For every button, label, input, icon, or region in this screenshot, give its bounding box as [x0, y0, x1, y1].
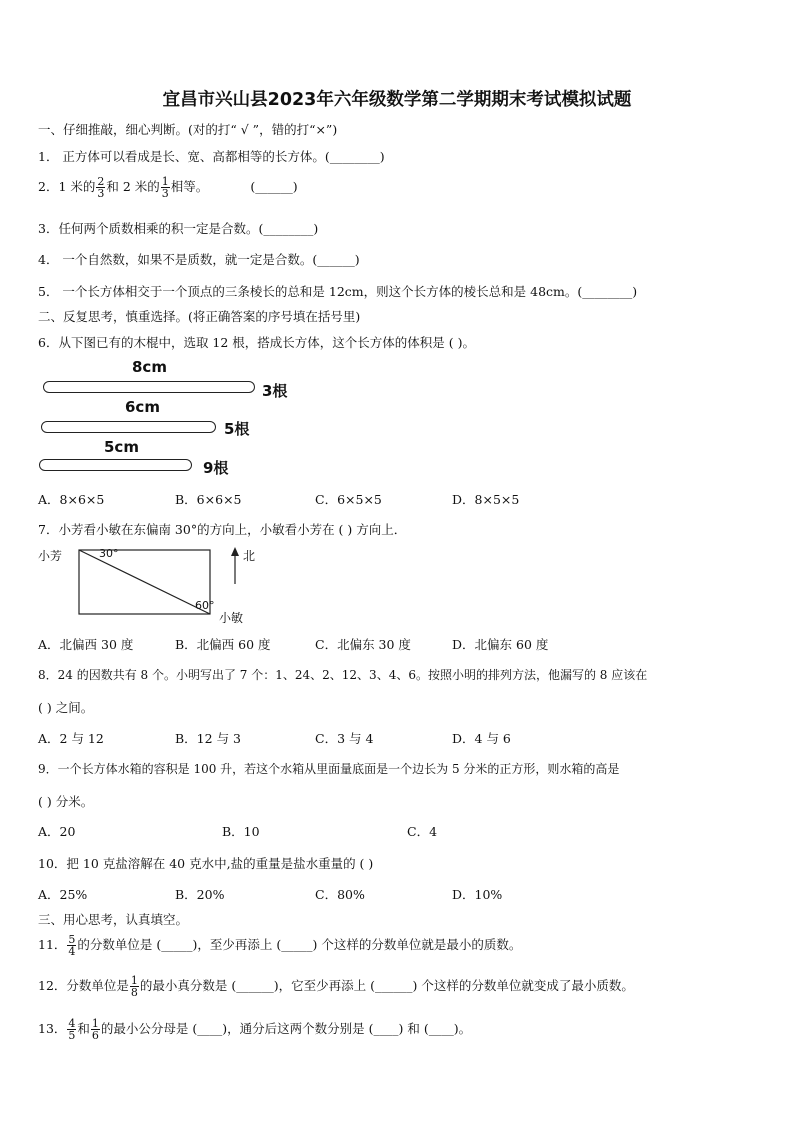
q13-fraction-1	[67, 1018, 76, 1041]
label-xiaofang: 小芳	[38, 549, 63, 563]
rod-5cm	[39, 459, 192, 471]
rod-count-5cm: 9根	[203, 459, 229, 477]
q12-f-den: 8	[130, 986, 138, 999]
q12-text-a: 12．分数单位是	[38, 978, 129, 993]
q7-option-b: B．北偏西 60 度	[175, 637, 271, 652]
q7-option-d: D．北偏东 60 度	[452, 637, 549, 652]
q8-option-b: B．12 与 3	[175, 731, 241, 746]
rod-count-6cm: 5根	[224, 420, 250, 438]
section-1-heading: 一、仔细推敲，细心判断。(对的打“ √ ”，错的打“×”)	[38, 122, 338, 137]
rod-8cm	[43, 381, 255, 393]
rod-6cm	[41, 421, 216, 433]
q11-f-den: 4	[68, 945, 76, 958]
q13-number: 13．	[38, 1021, 67, 1036]
section-2-heading: 二、反复思考，慎重选择。(将正确答案的序号填在括号里)	[38, 309, 361, 324]
page-title: 宜昌市兴山县2023年六年级数学第二学期期末考试模拟试题	[162, 90, 632, 110]
question-7: 7．小芳看小敏在东偏南 30°的方向上，小敏看小芳在 ( ) 方向上．	[38, 522, 407, 537]
q8-option-a: A．2 与 12	[38, 731, 104, 746]
question-12	[38, 975, 634, 998]
q8-option-d: D．4 与 6	[452, 731, 511, 746]
q13-f1-num: 4	[68, 1017, 76, 1030]
q2-text-c: 相等。	[170, 179, 209, 194]
q13-text: 的最小公分母是 (____)，通分后这两个数分别是 (____) 和 (____)。	[100, 1021, 472, 1036]
q6-option-a: A．8×6×5	[38, 492, 105, 507]
question-10: 10．把 10 克盐溶解在 40 克水中,盐的重量是盐水重量的 ( )	[38, 856, 374, 871]
rod-count-8cm: 3根	[262, 382, 288, 400]
q8-option-c: C．3 与 4	[315, 731, 374, 746]
q2-fraction-1	[96, 176, 105, 199]
q10-option-d: D．10%	[452, 887, 503, 902]
q13-fraction-2	[91, 1018, 100, 1041]
question-4: 4． 一个自然数，如果不是质数，就一定是合数。(______)	[38, 252, 360, 267]
q13-f1-den: 5	[68, 1029, 76, 1042]
q10-option-a: A．25%	[38, 887, 88, 902]
q9-option-a: A．20	[38, 824, 76, 839]
label-xiaomin: 小敏	[219, 611, 244, 625]
question-8-line-2: ( ) 之间。	[38, 700, 94, 715]
question-5: 5． 一个长方体相交于一个顶点的三条棱长的总和是 12cm，则这个长方体的棱长总和是 48cm。(________)	[38, 284, 638, 299]
q2-text-a: 2．1 米的	[38, 179, 96, 194]
q10-option-c: C．80%	[315, 887, 365, 902]
q12-fraction	[130, 975, 139, 998]
q9-option-c: C．4	[407, 824, 438, 839]
q11-number: 11．	[38, 937, 67, 952]
north-arrow-icon	[231, 547, 239, 556]
q11-f-num: 5	[68, 933, 76, 946]
question-6: 6．从下图已有的木棍中，选取 12 根，搭成长方体，这个长方体的体积是 ( )。	[38, 335, 476, 350]
q10-option-b: B．20%	[175, 887, 225, 902]
q11-fraction	[67, 934, 76, 957]
q13-mid: 和	[77, 1021, 90, 1036]
rod-label-5cm: 5cm	[104, 438, 139, 456]
question-2	[38, 176, 298, 199]
q13-f2-den: 6	[91, 1029, 99, 1042]
q7-option-a: A．北偏西 30 度	[38, 637, 134, 652]
question-1: 1． 正方体可以看成是长、宽、高都相等的长方体。(________)	[38, 149, 385, 164]
label-angle-30: 30°	[99, 547, 119, 560]
question-13	[38, 1018, 471, 1041]
question-9-line-1: 9．一个长方体水箱的容积是 100 升，若这个水箱从里面量底面是一个边长为 5 分米的正方形，则水箱的高是	[38, 762, 620, 776]
q7-option-c: C．北偏东 30 度	[315, 637, 411, 652]
question-8-line-1: 8．24 的因数共有 8 个。小明写出了 7 个：1、24、2、12、3、4、6。按照小明的排列方法，他漏写的 8 应该在	[38, 668, 648, 682]
q11-text: 的分数单位是 (_____)，至少再添上 (_____) 个这样的分数单位就是最小的质数。	[77, 937, 522, 952]
q2-blank: (______)	[250, 179, 298, 194]
q6-option-b: B．6×6×5	[175, 492, 242, 507]
q12-f-num: 1	[130, 974, 138, 987]
q6-option-d: D．8×5×5	[452, 492, 520, 507]
q2-f1-den: 3	[97, 187, 105, 200]
q9-option-b: B．10	[222, 824, 260, 839]
question-9-line-2: ( ) 分米。	[38, 794, 94, 809]
label-north: 北	[243, 549, 256, 563]
question-3: 3．任何两个质数相乘的积一定是合数。(________)	[38, 221, 319, 236]
q2-f1-num: 2	[97, 175, 105, 188]
q13-f2-num: 1	[91, 1017, 99, 1030]
rod-label-8cm: 8cm	[132, 358, 167, 376]
q2-text-b: 和 2 米的	[106, 179, 160, 194]
q2-f2-den: 3	[161, 187, 169, 200]
q12-text-b: 的最小真分数是 (______)，它至少再添上 (______) 个这样的分数单位就变成了最小质数。	[139, 978, 634, 993]
rod-label-6cm: 6cm	[125, 398, 160, 416]
label-angle-60: 60°	[195, 599, 215, 612]
q6-option-c: C．6×5×5	[315, 492, 382, 507]
question-11	[38, 934, 521, 957]
q2-fraction-2	[161, 176, 170, 199]
section-3-heading: 三、用心思考，认真填空。	[38, 912, 189, 927]
q2-f2-num: 1	[161, 175, 169, 188]
